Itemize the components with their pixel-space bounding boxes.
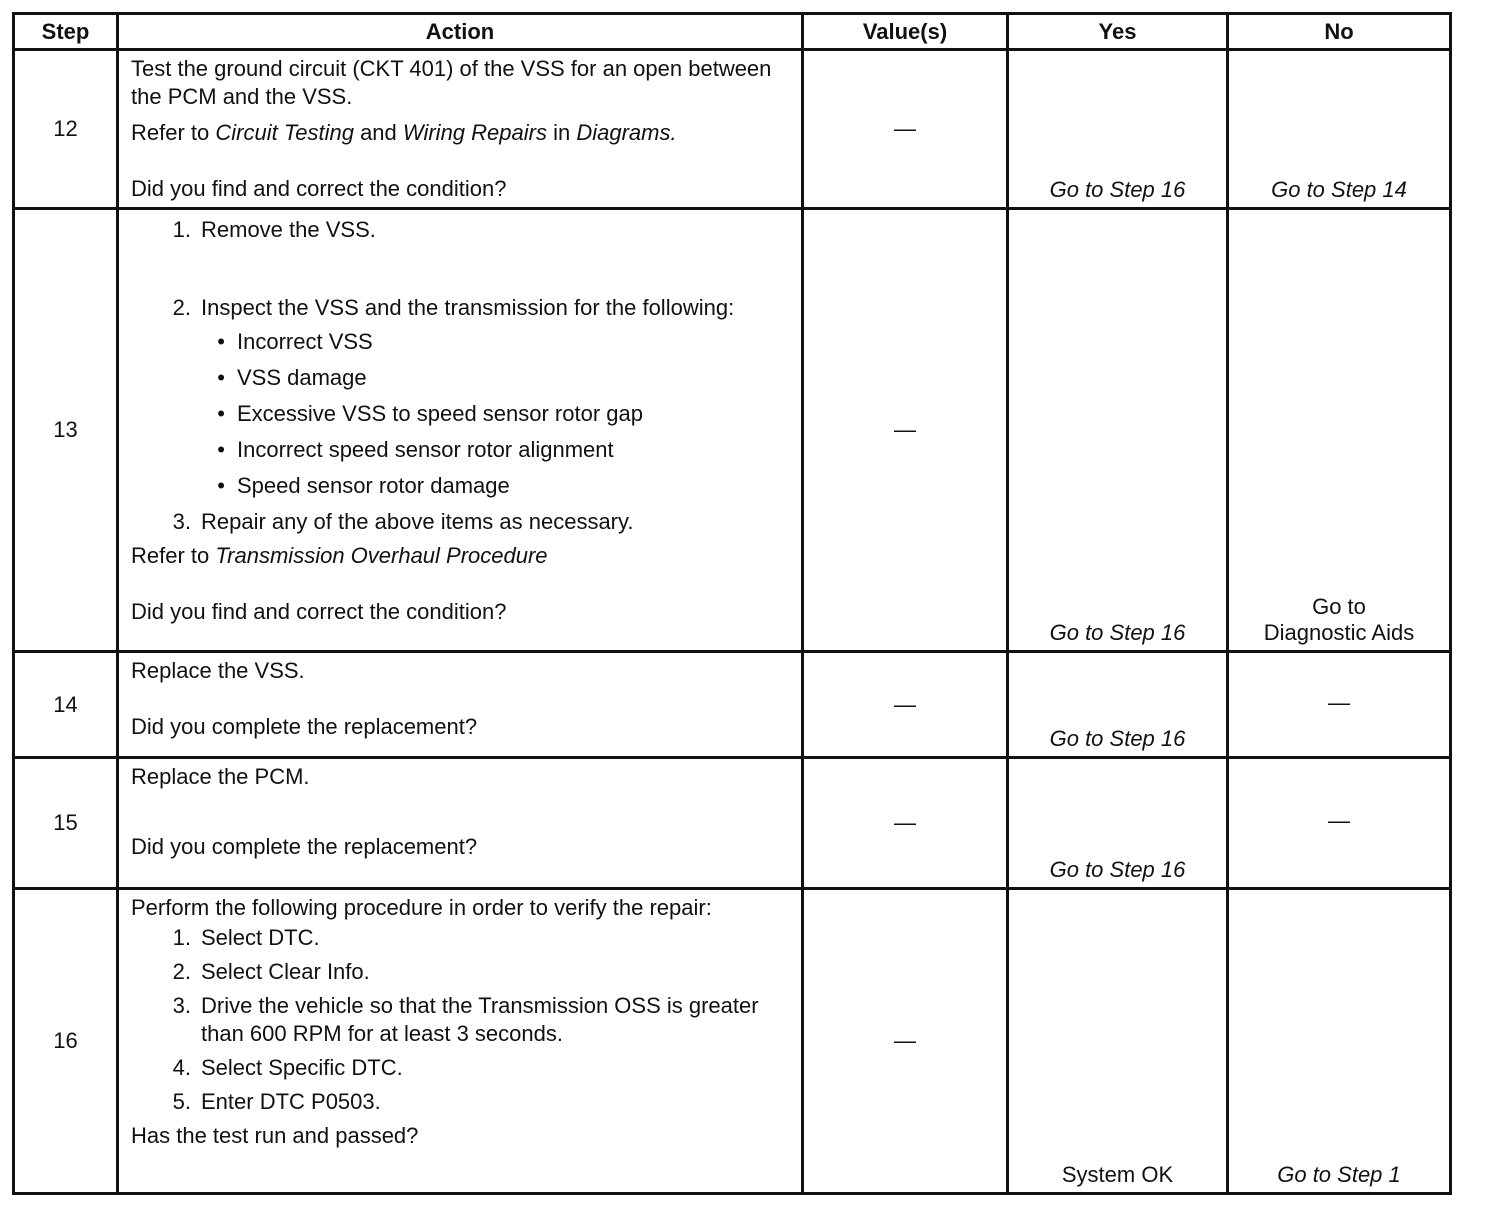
action-question: Did you find and correct the condition?: [131, 176, 507, 201]
refer-prefix: Refer to: [131, 120, 216, 145]
header-step: Step: [14, 14, 118, 50]
bullet-item: [131, 400, 793, 428]
yes-cell: Go to Step 16: [1008, 50, 1228, 209]
action-intro: Replace the VSS.: [131, 658, 305, 683]
table-row-step-13: [14, 209, 1451, 652]
list-item: [131, 1054, 793, 1082]
refer-link-diagrams: Diagrams.: [576, 120, 677, 145]
table-row-step-14: [14, 652, 1451, 758]
no-cell: —: [1228, 758, 1451, 889]
bullet-icon: •: [217, 329, 225, 354]
yes-cell: Go to Step 16: [1008, 652, 1228, 758]
action-question: Has the test run and passed?: [131, 1123, 419, 1148]
action-cell: [118, 652, 803, 758]
list-text: Remove the VSS.: [201, 217, 376, 242]
action-question: Did you complete the replacement?: [131, 834, 478, 859]
no-cell: [1228, 209, 1451, 652]
list-number: 3.: [172, 993, 191, 1018]
value-cell: —: [803, 889, 1008, 1194]
list-text: Select DTC.: [201, 925, 320, 950]
action-cell: [118, 209, 803, 652]
refer-link-circuit-testing: Circuit Testing: [215, 120, 354, 145]
value-cell: —: [803, 50, 1008, 209]
value-cell: —: [803, 209, 1008, 652]
action-intro: Test the ground circuit (CKT 401) of the VSS for an open between the PCM and the VSS.: [131, 56, 772, 109]
list-text: Enter DTC P0503.: [201, 1089, 381, 1114]
action-cell: [118, 758, 803, 889]
list-item: [131, 216, 793, 244]
list-text: Select Clear Info.: [201, 959, 370, 984]
list-text: Inspect the VSS and the transmission for the following:: [201, 295, 735, 320]
bullet-text: Excessive VSS to speed sensor rotor gap: [237, 401, 643, 426]
bullet-text: VSS damage: [237, 365, 367, 390]
bullet-item: [131, 364, 793, 392]
action-cell: [118, 50, 803, 209]
diagnostic-table: [12, 12, 1452, 1195]
list-number: 2.: [172, 959, 191, 984]
bullet-icon: •: [217, 365, 225, 390]
list-number: 5.: [172, 1089, 191, 1114]
action-refer: [131, 119, 793, 147]
refer-in: in: [546, 120, 577, 145]
action-question: Did you find and correct the condition?: [131, 599, 507, 624]
yes-cell: Go to Step 16: [1008, 758, 1228, 889]
list-number: 2.: [172, 295, 191, 320]
list-item: [131, 992, 793, 1048]
bullet-icon: •: [217, 401, 225, 426]
table-row-step-15: [14, 758, 1451, 889]
step-number: 15: [14, 758, 118, 889]
no-cell: Go to Step 1: [1228, 889, 1451, 1194]
list-item: [131, 508, 793, 536]
no-line-2: Diagnostic Aids: [1263, 620, 1415, 645]
value-cell: —: [803, 758, 1008, 889]
bullet-text: Incorrect speed sensor rotor alignment: [237, 437, 614, 462]
action-refer: [131, 542, 793, 570]
bullet-item: [131, 328, 793, 356]
list-number: 3.: [172, 509, 191, 534]
list-number: 1.: [172, 217, 191, 242]
header-values: Value(s): [803, 14, 1008, 50]
list-number: 4.: [172, 1055, 191, 1080]
list-text: Drive the vehicle so that the Transmission OSS is greater than 600 RPM for at least 3 seconds.: [201, 993, 759, 1046]
step-number: 14: [14, 652, 118, 758]
list-text: Select Specific DTC.: [201, 1055, 403, 1080]
refer-link-transmission-overhaul: Transmission Overhaul Procedure: [215, 543, 548, 568]
yes-cell: System OK: [1008, 889, 1228, 1194]
bullet-item: [131, 472, 793, 500]
value-cell: —: [803, 652, 1008, 758]
yes-cell: Go to Step 16: [1008, 209, 1228, 652]
refer-prefix: Refer to: [131, 543, 216, 568]
bullet-item: [131, 436, 793, 464]
no-line-1: Go to: [1312, 594, 1366, 619]
list-text: Repair any of the above items as necessary.: [201, 509, 634, 534]
no-cell: Go to Step 14: [1228, 50, 1451, 209]
action-question: Did you complete the replacement?: [131, 714, 478, 739]
header-yes: Yes: [1008, 14, 1228, 50]
action-cell: [118, 889, 803, 1194]
no-cell: —: [1228, 652, 1451, 758]
list-item: [131, 924, 793, 952]
header-no: No: [1228, 14, 1451, 50]
step-number: 16: [14, 889, 118, 1194]
bullet-icon: •: [217, 437, 225, 462]
table-row-step-12: [14, 50, 1451, 209]
header-action: Action: [118, 14, 803, 50]
bullet-text: Speed sensor rotor damage: [237, 473, 510, 498]
refer-and: and: [353, 120, 403, 145]
step-number: 12: [14, 50, 118, 209]
action-intro: Replace the PCM.: [131, 764, 310, 789]
list-item: [131, 958, 793, 986]
step-number: 13: [14, 209, 118, 652]
table-row-step-16: [14, 889, 1451, 1194]
list-item: [131, 294, 793, 322]
header-row: [14, 14, 1451, 50]
bullet-icon: •: [217, 473, 225, 498]
action-intro: Perform the following procedure in order to verify the repair:: [131, 895, 712, 920]
bullet-text: Incorrect VSS: [237, 329, 373, 354]
list-number: 1.: [172, 925, 191, 950]
refer-link-wiring-repairs: Wiring Repairs: [402, 120, 547, 145]
list-item: [131, 1088, 793, 1116]
